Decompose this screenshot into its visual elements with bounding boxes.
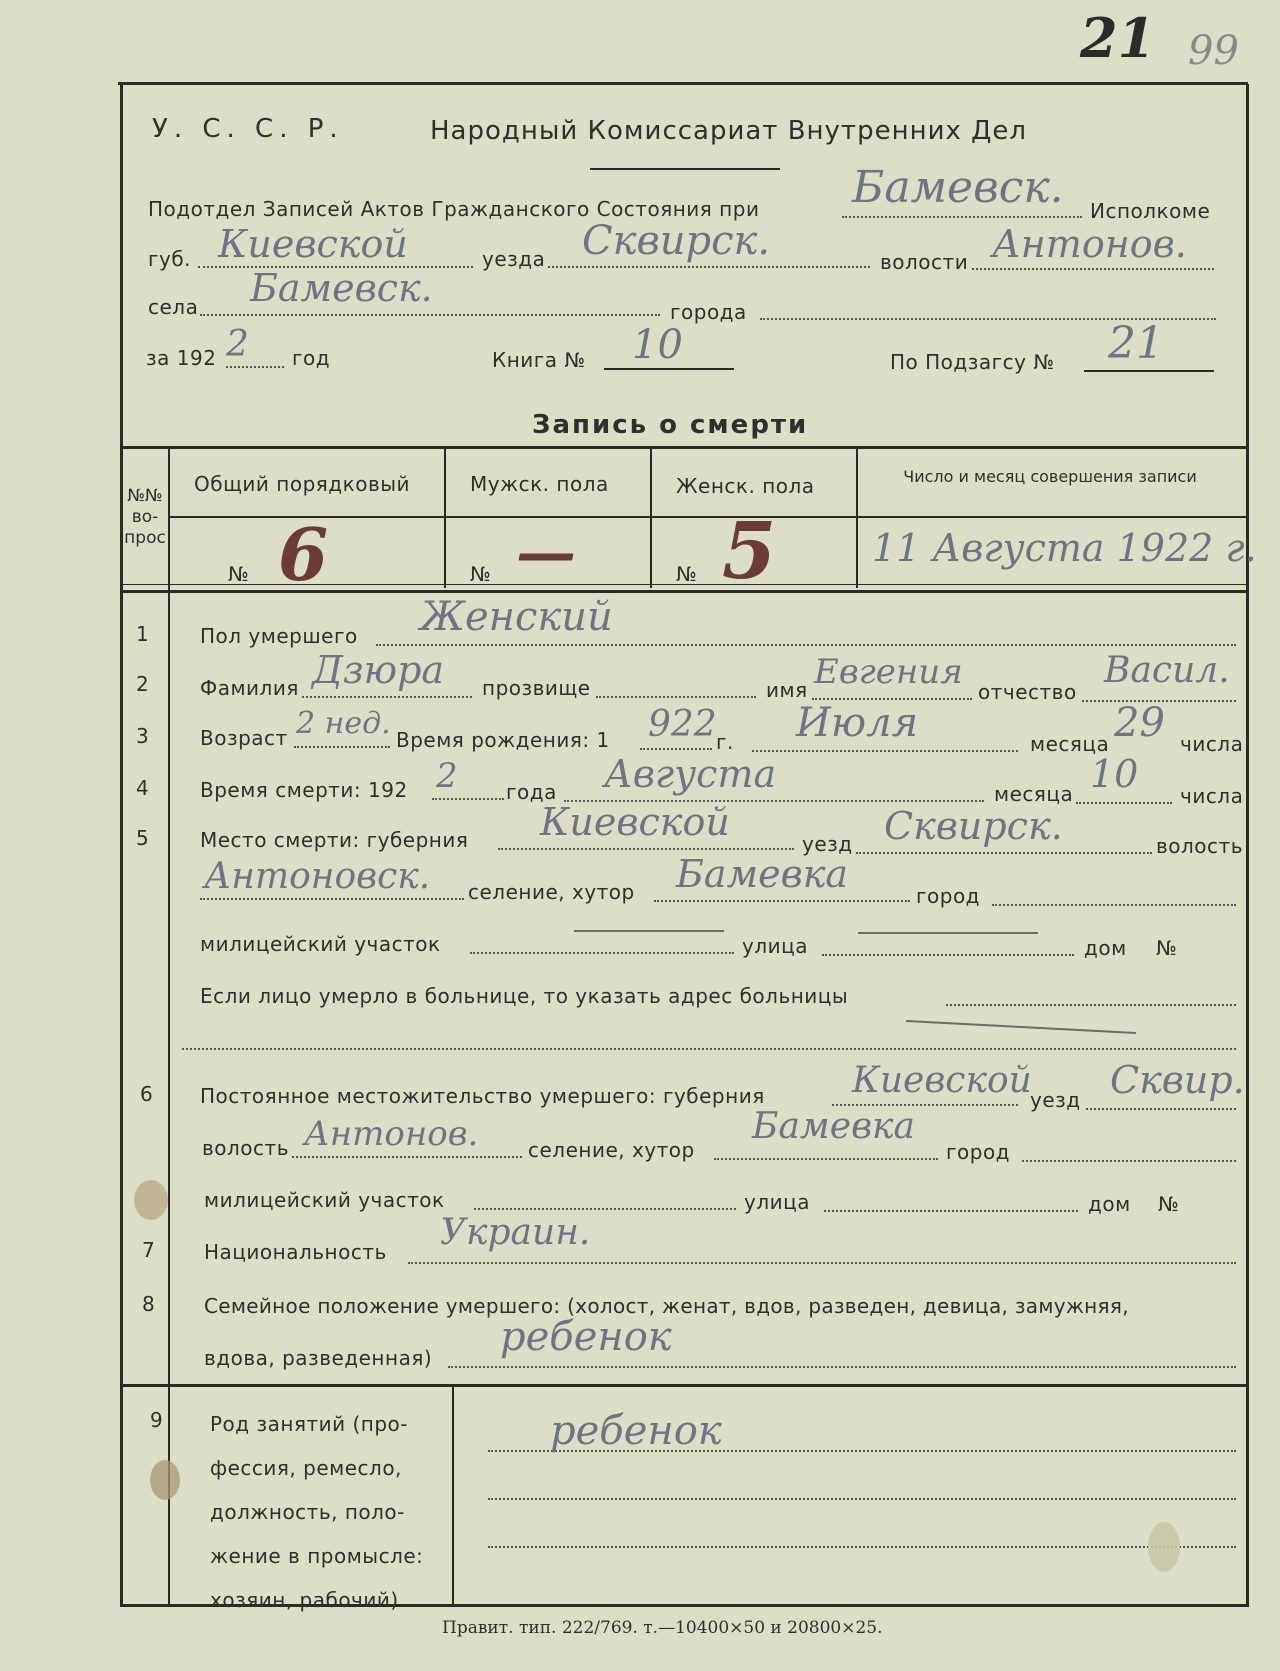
q9-label-line-3: должность, поло-	[210, 1500, 405, 1524]
q5-militia-label: милицейский участок	[200, 932, 441, 956]
general-number-value: 6	[278, 512, 329, 597]
q5-volost-label: волость	[1156, 834, 1243, 858]
q9-field-line-2	[488, 1498, 1236, 1500]
volost-field-line	[972, 268, 1214, 270]
q9-column-line	[452, 1386, 454, 1606]
q5-selo-field-line	[654, 900, 910, 902]
register-mid-line	[170, 516, 1248, 518]
folio-number-ink: 21	[1080, 6, 1156, 70]
subsection-value: 21	[1108, 318, 1164, 369]
q5-uezd-value: Сквирск.	[884, 804, 1063, 848]
q6-selo-field-line	[714, 1158, 938, 1160]
question-number-2: 2	[136, 672, 149, 696]
q5-street-field-line	[822, 954, 1074, 956]
question-number-5: 5	[136, 826, 149, 850]
uezd-field-line	[548, 266, 870, 268]
q6-volost-value: Антонов.	[304, 1114, 479, 1154]
male-number-value: —	[516, 518, 576, 588]
q5-selo-label: селение, хутор	[468, 880, 635, 904]
q6-street-label: улица	[744, 1190, 810, 1214]
q5-hospital-dash	[906, 1020, 1136, 1034]
q3-g-label: г.	[716, 730, 734, 754]
q5-hospital-field-line-2	[182, 1048, 1236, 1050]
q6-gorod-label: город	[946, 1140, 1011, 1164]
q6-number-label: №	[1158, 1192, 1180, 1216]
q3-birth-year: 922	[648, 704, 717, 745]
q2-surname-value: Дзюра	[312, 648, 445, 692]
general-no-sign: №	[228, 562, 250, 586]
q5-number-label: №	[1156, 936, 1178, 960]
book-label: Книга №	[492, 348, 586, 372]
q1-value: Женский	[420, 594, 613, 640]
q6-militia-label: милицейский участок	[204, 1188, 445, 1212]
selo-value: Бамевск.	[250, 266, 433, 310]
q6-uezd-label: уезд	[1030, 1088, 1081, 1112]
q2-patronymic-label: отчество	[978, 680, 1077, 704]
q4-day-line	[1076, 802, 1172, 804]
q5-uezd-label: уезд	[802, 832, 853, 856]
q3-month-label: месяца	[1030, 732, 1110, 756]
subdept-field-line	[842, 216, 1082, 218]
q5-street-dash	[858, 932, 1038, 934]
q4-year-line	[432, 798, 504, 800]
q2-patronymic-value: Васил.	[1104, 650, 1230, 691]
gub-value: Киевской	[218, 222, 408, 266]
q6-volost-field-line	[292, 1156, 522, 1158]
book-field-line	[604, 368, 734, 370]
register-col-line-2	[650, 448, 652, 588]
register-col-line-1	[444, 448, 446, 588]
q9-field-line-3	[488, 1546, 1236, 1548]
q8-value: ребенок	[500, 1314, 672, 1360]
form-left-border	[120, 84, 123, 1606]
q2-surname-label: Фамилия	[200, 676, 299, 700]
punch-hole-stain-3	[1148, 1522, 1180, 1572]
q2-nickname-field-line	[596, 696, 756, 698]
form-top-border	[118, 82, 1248, 86]
q5-street-label: улица	[742, 934, 808, 958]
subsection-label: По Подзагсу №	[890, 350, 1055, 374]
female-number-value: 5	[722, 506, 777, 597]
register-col-line-3	[856, 448, 858, 588]
gorod-label: города	[670, 300, 747, 324]
q5-hospital-field-line	[946, 1004, 1236, 1006]
q4-year-value: 2	[436, 756, 458, 796]
q2-nickname-label: прозвище	[482, 676, 591, 700]
q5-uezd-field-line	[856, 852, 1152, 854]
q6-selo-value: Бамевка	[752, 1106, 915, 1147]
q3-month-field-line	[752, 750, 1018, 752]
printing-note: Правит. тип. 222/769. т.—10400×50 и 20800×25.	[442, 1618, 883, 1638]
q8-label-line-2: вдова, разведенная)	[204, 1346, 433, 1370]
q4-day-value: 10	[1090, 752, 1139, 796]
q5-gub-value: Киевской	[540, 800, 730, 844]
uezd-label: уезда	[482, 247, 546, 271]
q9-value: ребенок	[550, 1408, 722, 1454]
q6-street-field-line	[824, 1210, 1078, 1212]
question-number-3: 3	[136, 724, 149, 748]
republic-name: У. С. С. Р.	[152, 114, 344, 144]
punch-hole-stain-1	[134, 1180, 168, 1220]
q5-gorod-label: город	[916, 884, 981, 908]
q4-month-value: Августа	[604, 752, 777, 796]
female-header: Женск. пола	[676, 474, 815, 498]
q5-selo-value: Бамевка	[676, 852, 849, 896]
q7-value: Украин.	[440, 1212, 591, 1253]
q3-day-label: числа	[1180, 732, 1244, 756]
subdept-value: Бамевск.	[852, 162, 1064, 213]
ispolkom-label: Исполкоме	[1090, 199, 1211, 223]
female-no-sign: №	[676, 562, 698, 586]
question-number-9: 9	[150, 1408, 163, 1432]
question-number-7: 7	[142, 1238, 155, 1262]
q6-uezd-value: Сквир.	[1110, 1058, 1245, 1102]
q6-volost-label: волость	[202, 1136, 289, 1160]
q3-day-value: 29	[1114, 700, 1165, 746]
q8-field-line	[448, 1366, 1236, 1368]
record-title: Запись о смерти	[532, 410, 809, 440]
q3-age-field-line	[294, 746, 390, 748]
subsection-field-line	[1084, 370, 1214, 372]
year-label: за 192	[146, 346, 217, 370]
q5-house-label: дом	[1084, 936, 1127, 960]
q1-label: Пол умершего	[200, 624, 358, 648]
q6-label: Постоянное местожительство умершего: губерния	[200, 1084, 765, 1108]
q7-field-line	[408, 1262, 1236, 1264]
q5-hospital-label: Если лицо умерло в больнице, то указать адрес больницы	[200, 984, 849, 1008]
register-top-line	[120, 446, 1248, 449]
q5-militia-dash	[574, 930, 724, 932]
record-date-value: 11 Августа 1922 г.	[872, 526, 1257, 570]
header-divider	[590, 168, 780, 170]
punch-hole-stain-2	[150, 1460, 180, 1500]
q3-age-label: Возраст	[200, 726, 288, 750]
volost-value: Антонов.	[992, 222, 1187, 266]
year-label-god: год	[292, 346, 331, 370]
q5-volost-field-line	[200, 898, 464, 900]
q9-label-line-5: хозяин, рабочий)	[210, 1588, 399, 1612]
q2-surname-field-line	[302, 696, 472, 698]
q3-birth-label: Время рождения: 1	[396, 728, 610, 752]
q9-label-line-1: Род занятий (про-	[210, 1412, 409, 1436]
q3-birth-year-line	[640, 748, 712, 750]
q9-label-line-2: фессия, ремесло,	[210, 1456, 402, 1480]
q7-label: Национальность	[204, 1240, 387, 1264]
q2-name-label: имя	[766, 678, 808, 702]
q6-gub-value: Киевской	[852, 1060, 1032, 1101]
subdept-label: Подотдел Записей Актов Гражданского Состояния при	[148, 197, 760, 221]
male-header: Мужск. пола	[470, 472, 609, 496]
question-number-header: №№ во- прос	[124, 486, 166, 548]
question-number-8: 8	[142, 1292, 155, 1316]
question-number-4: 4	[136, 776, 149, 800]
q5-militia-field-line	[470, 952, 734, 954]
year-field-line	[226, 366, 284, 368]
q5-gorod-field-line	[992, 904, 1236, 906]
form-right-border	[1246, 84, 1249, 1606]
volost-label: волости	[880, 250, 969, 274]
q6-militia-field-line	[474, 1208, 736, 1210]
gub-label: губ.	[148, 247, 192, 271]
q6-uezd-field-line	[1086, 1108, 1236, 1110]
q4-month-label: месяца	[994, 782, 1074, 806]
q5-label: Место смерти: губерния	[200, 828, 469, 852]
question-number-1: 1	[136, 622, 149, 646]
commissariat-name: Народный Комиссариат Внутренних Дел	[430, 116, 1028, 146]
q4-god-label: года	[506, 780, 557, 804]
q6-house-label: дом	[1088, 1192, 1131, 1216]
question-column-line	[168, 448, 170, 1604]
general-number-header: Общий порядковый	[194, 472, 411, 496]
q5-volost-value: Антоновск.	[204, 856, 431, 897]
selo-field-line	[200, 314, 660, 316]
male-no-sign: №	[470, 562, 492, 586]
q8-label-line-1: Семейное положение умершего: (холост, женат, вдов, разведен, девица, замужняя,	[204, 1294, 1129, 1318]
q6-gorod-field-line	[1022, 1160, 1236, 1162]
book-value: 10	[632, 322, 683, 368]
q9-top-line	[120, 1384, 1248, 1387]
q3-month-value: Июля	[796, 700, 919, 746]
q4-label: Время смерти: 192	[200, 778, 408, 802]
uezd-value: Сквирск.	[582, 218, 771, 264]
q6-selo-label: селение, хутор	[528, 1138, 695, 1162]
selo-label: села	[148, 295, 199, 319]
q2-name-value: Евгения	[814, 652, 963, 692]
q5-gub-field-line	[498, 848, 794, 850]
q4-day-label: числа	[1180, 784, 1244, 808]
record-date-header: Число и месяц совершения записи	[903, 467, 1197, 486]
q1-field-line	[376, 644, 1236, 646]
q9-label-line-4: жение в промысле:	[210, 1544, 424, 1568]
question-number-6: 6	[140, 1082, 153, 1106]
folio-number-pencil: 99	[1188, 28, 1239, 74]
q3-age-value: 2 нед.	[296, 706, 391, 741]
year-value: 2	[226, 324, 249, 365]
